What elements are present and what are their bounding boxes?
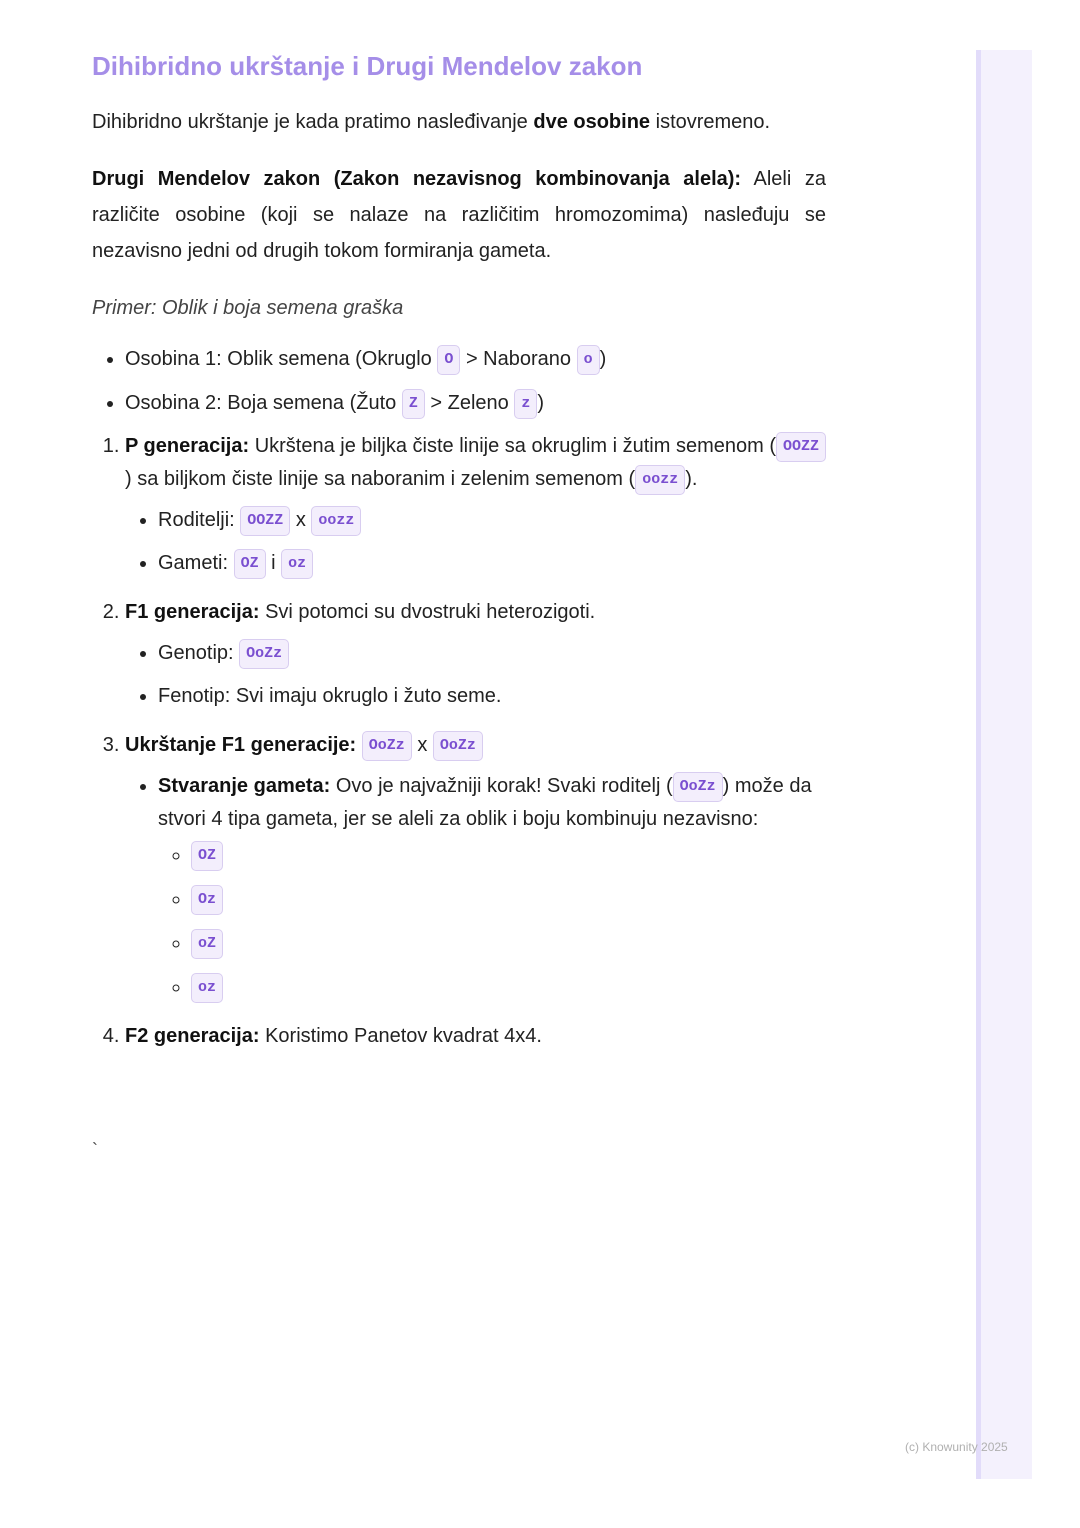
gamete-types-list bbox=[158, 838, 826, 1004]
gamete-code: oz bbox=[191, 973, 223, 1003]
separator: i bbox=[265, 552, 282, 574]
allele-code: Z bbox=[402, 389, 425, 419]
list-item: • Fenotip: Svi imaju okruglo i žuto seme. bbox=[158, 680, 826, 713]
step-p-text bbox=[125, 430, 826, 496]
side-panel bbox=[976, 50, 1032, 1479]
allele-code: z bbox=[514, 389, 537, 419]
list-item bbox=[191, 926, 826, 960]
step-f1-text bbox=[125, 596, 826, 629]
detail-text: Ovo je najvažniji korak! Svaki roditelj ( bbox=[330, 775, 673, 797]
law-paragraph bbox=[92, 161, 826, 269]
step-f2-generation bbox=[125, 1020, 826, 1053]
gamete-code: oZ bbox=[191, 929, 223, 959]
document-body bbox=[92, 46, 826, 1069]
list-item bbox=[191, 970, 826, 1004]
intro-text: Dihibridno ukrštanje je kada pratimo nasleđivanje bbox=[92, 111, 534, 133]
detail-label: Genotip: bbox=[158, 642, 240, 664]
detail-text: ) može da stvori 4 tipa gameta, jer se aleli za oblik i boju kombinuju nezavisno: bbox=[158, 775, 812, 830]
genotype-code: OOZZ bbox=[776, 432, 826, 462]
step-label: F1 generacija: bbox=[125, 601, 260, 623]
cross-details bbox=[125, 770, 826, 1004]
separator: x bbox=[411, 734, 433, 756]
genotype-code: OOZZ bbox=[240, 506, 290, 536]
step-label: Ukrštanje F1 generacije: bbox=[125, 734, 357, 756]
trait-text: Osobina 1: Oblik semena (Okruglo bbox=[125, 348, 438, 370]
list-item bbox=[191, 882, 826, 916]
intro-paragraph bbox=[92, 104, 826, 140]
genotype-code: OoZz bbox=[362, 731, 412, 761]
list-item bbox=[191, 838, 826, 872]
step-text: Ukrštena je biljka čiste linije sa okruglim i žutim semenom ( bbox=[249, 435, 776, 457]
stray-backtick: ` bbox=[92, 1140, 98, 1160]
gamete-code: OZ bbox=[191, 841, 223, 871]
genotype-code: oozz bbox=[311, 506, 361, 536]
example-heading: Primer: Oblik i boja semena graška bbox=[92, 297, 404, 319]
allele-code: o bbox=[577, 345, 600, 375]
page-title: Dihibridno ukrštanje i Drugi Mendelov zakon bbox=[92, 51, 643, 81]
allele-code: O bbox=[437, 345, 460, 375]
detail-label: Stvaranje gameta: bbox=[158, 775, 331, 797]
list-item bbox=[158, 504, 826, 537]
list-item bbox=[125, 386, 826, 420]
copyright-footer: (c) Knowunity 2025 bbox=[905, 1440, 1008, 1454]
law-text: Aleli za različite osobine (koji se nalaze na različitim hromozomima) nasleđuju se nezavisno jedni od drugih tokom formiranja gameta. bbox=[92, 168, 826, 262]
genotype-code: OoZz bbox=[239, 639, 289, 669]
law-title: Drugi Mendelov zakon (Zakon nezavisnog kombinovanja alela): bbox=[92, 168, 742, 190]
intro-text-end: istovremeno. bbox=[650, 111, 771, 133]
p-details bbox=[125, 504, 826, 580]
step-label: P generacija: bbox=[125, 435, 250, 457]
intro-bold: dve osobine bbox=[533, 111, 651, 133]
trait-text: > Naborano bbox=[460, 348, 577, 370]
list-item bbox=[158, 547, 826, 580]
detail-label: Roditelji: bbox=[158, 509, 241, 531]
gamete-code: Oz bbox=[191, 885, 223, 915]
step-text: ). bbox=[685, 468, 698, 490]
traits-list bbox=[92, 342, 826, 420]
gamete-code: OZ bbox=[234, 549, 266, 579]
steps-list bbox=[92, 430, 826, 1053]
gamete-code: oz bbox=[281, 549, 313, 579]
list-item bbox=[158, 637, 826, 670]
trait-text: > Zeleno bbox=[424, 392, 515, 414]
f1-details bbox=[125, 637, 826, 713]
trait-text: ) bbox=[537, 392, 545, 414]
step-label: F2 generacija: bbox=[125, 1025, 260, 1047]
step-text: ) sa biljkom čiste linije sa naboranim i zelenim semenom ( bbox=[125, 468, 636, 490]
list-item bbox=[125, 342, 826, 376]
step-text: Svi potomci su dvostruki heterozigoti. bbox=[259, 601, 596, 623]
genotype-code: OoZz bbox=[673, 772, 723, 802]
step-text: Koristimo Panetov kvadrat 4x4. bbox=[259, 1025, 542, 1047]
trait-text: ) bbox=[599, 348, 607, 370]
separator: x bbox=[290, 509, 312, 531]
genotype-code: oozz bbox=[635, 465, 685, 495]
detail-label: Gameti: bbox=[158, 552, 234, 574]
genotype-code: OoZz bbox=[433, 731, 483, 761]
list-item bbox=[158, 770, 826, 1004]
step-p-generation bbox=[125, 430, 826, 580]
step-f1-generation bbox=[125, 596, 826, 713]
trait-text: Osobina 2: Boja semena (Žuto bbox=[125, 392, 402, 414]
step-cross-text bbox=[125, 729, 826, 762]
step-f1-cross bbox=[125, 729, 826, 1004]
